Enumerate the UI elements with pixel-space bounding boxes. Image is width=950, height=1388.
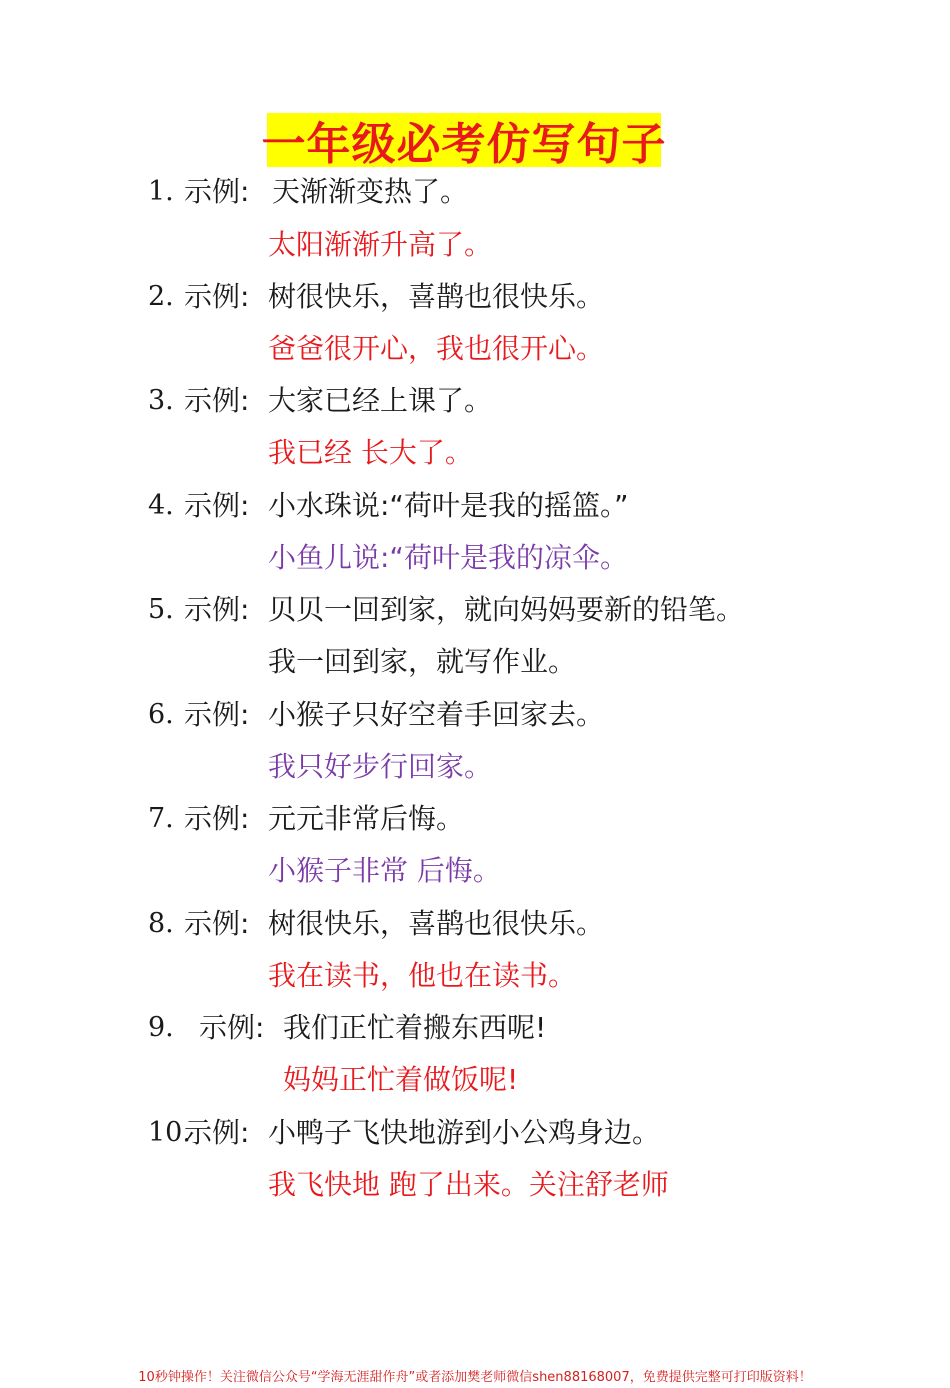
example-sentence: 我们正忙着搬东西呢! bbox=[283, 1011, 547, 1044]
item-number: 9. bbox=[148, 1012, 174, 1043]
answer-sentence: 我一回到家，就写作业。 bbox=[268, 645, 577, 678]
answer-row bbox=[0, 747, 950, 787]
example-row bbox=[0, 277, 950, 317]
example-row bbox=[0, 172, 950, 212]
item-number: 7. bbox=[148, 803, 174, 834]
answer-sentence: 我只好步行回家。 bbox=[268, 750, 493, 783]
answer-sentence: 我在读书，他也在读书。 bbox=[268, 959, 577, 992]
example-label: 示例: bbox=[184, 175, 250, 208]
answer-sentence: 小猴子非常 后悔。 bbox=[268, 854, 501, 887]
title-highlight bbox=[261, 113, 667, 170]
answer-sentence: 妈妈正忙着做饭呢! bbox=[283, 1063, 519, 1096]
item-number: 8. bbox=[148, 908, 174, 939]
example-sentence: 天渐渐变热了。 bbox=[272, 175, 469, 208]
answer-row bbox=[0, 1165, 950, 1205]
example-sentence: 树很快乐，喜鹊也很快乐。 bbox=[268, 280, 605, 313]
answer-row bbox=[0, 329, 950, 369]
item-number: 10. bbox=[148, 1117, 191, 1148]
example-row bbox=[0, 695, 950, 735]
footer-notice: 10秒钟操作！关注微信公众号“学海无涯甜作舟”或者添加樊老师微信shen88168007，免费提供完整可打印版资料！ bbox=[138, 1370, 812, 1385]
answer-row bbox=[0, 433, 950, 473]
answer-sentence: 小鱼儿说:“荷叶是我的凉伞。 bbox=[268, 541, 628, 574]
example-label: 示例: bbox=[184, 489, 250, 522]
example-label: 示例: bbox=[199, 1011, 265, 1044]
item-number: 4. bbox=[148, 490, 174, 521]
example-sentence: 小猴子只好空着手回家去。 bbox=[268, 698, 605, 731]
item-number: 3. bbox=[148, 385, 174, 416]
example-sentence: 小鸭子飞快地游到小公鸡身边。 bbox=[268, 1116, 661, 1149]
example-sentence: 树很快乐，喜鹊也很快乐。 bbox=[268, 907, 605, 940]
item-number: 6. bbox=[148, 699, 174, 730]
example-row bbox=[0, 799, 950, 839]
example-sentence: 贝贝一回到家，就向妈妈要新的铅笔。 bbox=[268, 593, 745, 626]
example-label: 示例: bbox=[184, 1116, 250, 1149]
answer-sentence: 我已经 长大了。 bbox=[268, 436, 473, 469]
example-row bbox=[0, 590, 950, 630]
answer-row bbox=[0, 1060, 950, 1100]
example-label: 示例: bbox=[184, 280, 250, 313]
example-row bbox=[0, 486, 950, 526]
page-title: 一年级必考仿写句子 bbox=[261, 119, 667, 170]
example-label: 示例: bbox=[184, 384, 250, 417]
example-row bbox=[0, 904, 950, 944]
answer-row bbox=[0, 851, 950, 891]
answer-row bbox=[0, 956, 950, 996]
answer-row bbox=[0, 642, 950, 682]
answer-sentence: 爸爸很开心，我也很开心。 bbox=[268, 332, 605, 365]
item-number: 2. bbox=[148, 281, 174, 312]
item-number: 5. bbox=[148, 594, 174, 625]
example-sentence: 小水珠说:“荷叶是我的摇篮。” bbox=[268, 489, 629, 522]
example-row bbox=[0, 1113, 950, 1153]
example-label: 示例: bbox=[184, 698, 250, 731]
answer-sentence: 太阳渐渐升高了。 bbox=[268, 228, 493, 261]
example-label: 示例: bbox=[184, 802, 250, 835]
example-label: 示例: bbox=[184, 593, 250, 626]
example-sentence: 元元非常后悔。 bbox=[268, 802, 465, 835]
answer-sentence: 我飞快地 跑了出来。关注舒老师 bbox=[268, 1168, 669, 1201]
example-sentence: 大家已经上课了。 bbox=[268, 384, 493, 417]
answer-row bbox=[0, 538, 950, 578]
example-row bbox=[0, 381, 950, 421]
answer-row bbox=[0, 225, 950, 265]
example-label: 示例: bbox=[184, 907, 250, 940]
example-row bbox=[0, 1008, 950, 1048]
item-number: 1. bbox=[148, 176, 174, 207]
